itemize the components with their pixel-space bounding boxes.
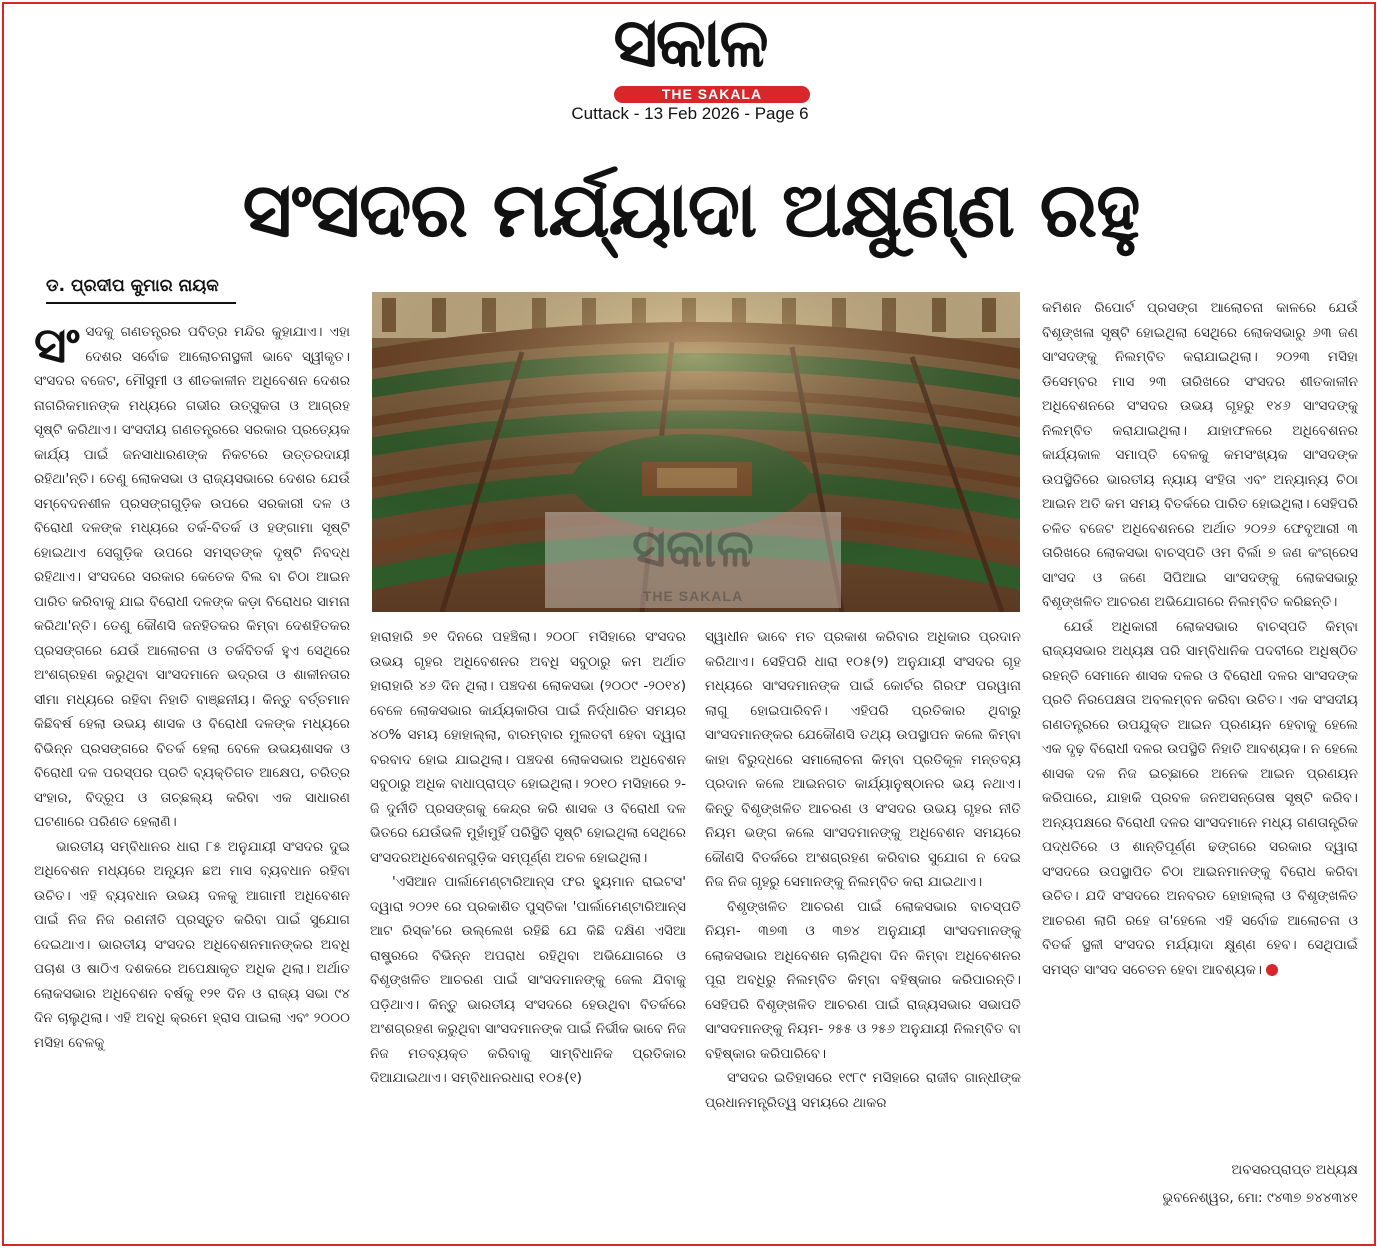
watermark-logo (545, 512, 841, 608)
paragraph: 'ଏସିଆନ ପାର୍ଲାମେଣ୍ଟାରିଆନ୍ସ ଫର ହ୍ୟୁମାନ ରାଇଟସ' ଦ୍ୱାରା ୨୦୨୧ ରେ ପ୍ରକାଶିତ ପୁସ୍ତିକା 'ପାର୍ଲାମେଣ୍ଟାରିଆନ୍ସ ଆଟ ରିସ୍କ'ରେ ଉଲ୍ଲେଖ ରହିଛି ଯେ କିଛି ଦକ୍ଷିଣ ଏସିଆ ରାଷ୍ଟ୍ରରେ ବିଭିନ୍ନ ଅପରାଧ ରହିଥିବା ଅଭିଯୋଗରେ ଓ ବିଶୃଙ୍ଖଳିତ ଆଚରଣ ପାଇଁ ସାଂସଦମାନଙ୍କୁ ଜେଲ ଯିବାକୁ ପଡ଼ିଥାଏ। କିନ୍ତୁ ଭାରତୀୟ ସଂସଦରେ ହେଉଥିବା ବିତର୍କରେ ଅଂଶଗ୍ରହଣ କରୁଥିବା ସାଂସଦମାନଙ୍କ ପାଇଁ ନିର୍ଭୀକ ଭାବେ ନିଜ ନିଜ ମତବ୍ୟକ୍ତ କରିବାକୁ ସାମ୍ବିଧାନିକ ପ୍ରତିକାର ଦିଆଯାଇଥାଏ। ସମ୍ବିଧାନରଧାରା ୧୦୫(୧) (370, 874, 686, 1086)
paragraph (34, 320, 350, 835)
dateline: Cuttack - 13 Feb 2026 - Page 6 (571, 104, 809, 123)
article-column-2 (370, 625, 686, 1240)
drop-cap: ସଂ (34, 320, 80, 374)
paragraph: ବିଶୃଙ୍ଖଳିତ ଆଚରଣ ପାଇଁ ଲୋକସଭାର ବାଚସ୍ପତି ନିୟମ- ୩୭୩ ଓ ୩୭୪ ଅନୁଯାୟୀ ସାଂସଦମାନଙ୍କୁ ଲୋକସଭାର ଅଧିବେଶନ ଚାଲିଥିବା ଦିନ କିମ୍ବା ଅଧିବେଶନର ପୂରା ଅବଧିରୁ ନିଲମ୍ବିତ କିମ୍ବା ବହିଷ୍କାର କରିପାରନ୍ତି। ସେହିପରି ବିଶୃଙ୍ଖଳିତ ଆଚରଣ ପାଇଁ ରାଜ୍ୟସଭାର ସଭାପତି ସାଂସଦମାନଙ୍କୁ ନିୟମ- ୨୫୫ ଓ ୨୫୬ ଅନୁଯାୟୀ ନିଲମ୍ବିତ ବା ବହିଷ୍କାର କରିପାରିବେ। (705, 898, 1021, 1062)
paragraph: ସଂସଦର ଇତିହାସରେ ୧୯୮୯ ମସିହାରେ ରାଜୀବ ଗାନ୍ଧୀଙ୍କ ପ୍ରଧାନମନ୍ତ୍ରିତ୍ୱ ସମୟରେ ଥାକର (705, 1070, 1021, 1111)
author-contact: ଭୁବନେଶ୍ୱର, ମୋ: ୯୪୩୭ ୭୪୪୩୪୧ (1162, 1190, 1358, 1206)
article-column-3 (705, 625, 1021, 1240)
author-designation: ଅବସରପ୍ରାପ୍ତ ଅଧ୍ୟକ୍ଷ (1231, 1162, 1358, 1178)
paragraph: ହାରାହାରି ୭୧ ଦିନରେ ପହଞ୍ଚିଲା। ୨୦୦୮ ମସିହାରେ ସଂସଦର ଉଭୟ ଗୃହର ଅଧିବେଶନର ଅବଧି ସବୁଠାରୁ କମ ଅର୍ଥାତ ହାରାହାରି ୪୬ ଦିନ ଥିଲା। ପଞ୍ଚଦଶ ଲୋକସଭା (୨୦୦୯ -୨୦୧୪) ବେଳେ ଲୋକସଭାର କାର୍ଯ୍ୟକାରିତା ପାଇଁ ନିର୍ଦ୍ଧାରିତ ସମୟର ୪୦% ସମୟ ହୋହାଲ୍ଲା, ବାରମ୍ବାର ମୁଲତବୀ ହେବା ଦ୍ୱାରା ବରବାଦ ହୋଇ ଯାଇଥିଲା। ପଞ୍ଚଦଶ ଲୋକସଭାର ଅଧିବେଶନ ସବୁଠାରୁ ଅଧିକ ବାଧାପ୍ରାପ୍ତ ହୋଇଥିଲା। ୨୦୧୦ ମସିହାରେ ୨-ଜି ଦୁର୍ନୀତି ପ୍ରସଙ୍ଗକୁ କେନ୍ଦ୍ର କରି ଶାସକ ଓ ବିରୋଧୀ ଦଳ ଭିତରେ ଯେଉଁଭଳି ମୁହାଁମୁହିଁ ପରିସ୍ଥିତି ସୃଷ୍ଟି ହୋଇଥିଲା ସେଥିରେ ସଂସଦରଅଧିବେଶନଗୁଡ଼ିକ ସମ୍ପୂର୍ଣ୍ଣ ଅଚଳ ହୋଇଥିଲା। (370, 629, 686, 866)
end-mark-icon (1266, 964, 1278, 976)
paragraph: ଭାରତୀୟ ସମ୍ବିଧାନର ଧାରା ୮୫ ଅନୁଯାୟୀ ସଂସଦର ଦୁଇ ଅଧିବେଶନ ମଧ୍ୟରେ ଅନ୍ୟୂନ ଛଅ ମାସ ବ୍ୟବଧାନ ରହିବା ଉଚିତ। ଏହି ବ୍ୟବଧାନ ଉଭୟ ଦଳକୁ ଆଗାମୀ ଅଧିବେଶନ ପାଇଁ ନିଜ ନିଜ ରଣନୀତି ପ୍ରସ୍ତୁତ କରିବା ପାଇଁ ସୁଯୋଗ ଦେଇଥାଏ। ଭାରତୀୟ ସଂସଦର ଅଧିବେଶନମାନଙ୍କର ଅବଧି ପଚାଶ ଓ ଷାଠିଏ ଦଶକରେ ଅପେକ୍ଷାକୃତ ଅଧିକ ଥିଲା। ଅର୍ଥାତ ଲୋକସଭାର ଅଧିବେଶନ ବର୍ଷକୁ ୧୨୧ ଦିନ ଓ ରାଜ୍ୟ ସଭା ୯୪ ଦିନ ଚାଲୁଥିଲା। ଏହି ଅବଧି କ୍ରମେ ହ୍ରାସ ପାଇଲା ଏବଂ ୨୦୦୦ ମସିହା ବେଳକୁ (34, 838, 350, 1051)
paragraph-text: ସଦକୁ ଗଣତନ୍ତ୍ରର ପବିତ୍ର ମନ୍ଦିର କୁହାଯାଏ। ଏହା ଦେଶର ସର୍ବୋଚ୍ଚ ଆଲୋଚନାସ୍ଥଳୀ ଭାବେ ସ୍ୱୀକୃତ। ସଂସଦର ବଜେଟ, ମୌସୁମୀ ଓ ଶୀତକାଳୀନ ଅଧିବେଶନ ଦେଶର ନାଗରିକମାନଙ୍କ ମଧ୍ୟରେ ଗଭୀର ଉତ୍ସୁକତା ଓ ଆଗ୍ରହ ସୃଷ୍ଟି କରିଥାଏ। ସଂସଦୀୟ ଗଣତନ୍ତ୍ରରେ ସରକାର ପ୍ରତ୍ୟେକ କାର୍ଯ୍ୟ ପାଇଁ ଜନସାଧାରଣଙ୍କ ନିକଟରେ ଉତ୍ତରଦାୟୀ ରହିଥା'ନ୍ତି। ତେଣୁ ଲୋକସଭା ଓ ରାଜ୍ୟସଭାରେ ଦେଶର ଯେଉଁ ସମ୍ବେଦନଶୀଳ ପ୍ରସଙ୍ଗଗୁଡ଼ିକ ଉପରେ ସରକାରୀ ଦଳ ଓ ବିରୋଧୀ ଦଳଙ୍କ ମଧ୍ୟରେ ତର୍କ-ବିତର୍କ ଓ ହଙ୍ଗାମା ସୃଷ୍ଟି ହୋଇଥାଏ ସେଗୁଡ଼ିକ ଉପରେ ସମସ୍ତଙ୍କ ଦୃଷ୍ଟି ନିବଦ୍ଧ ରହିଥାଏ। ସଂସଦରେ ସରକାର କେତେକ ବିଲ ବା ଚିଠା ଆଇନ ପାରିତ କରିବାକୁ ଯାଇ ବିରୋଧୀ ଦଳଙ୍କ କଡ଼ା ବିରୋଧର ସାମନା କରିଥା'ନ୍ତି। ତେଣୁ କୌଣସି ଜନହିତକର କିମ୍ବା ଦେଶହିତକର ପ୍ରସଙ୍ଗରେ ଯେଉଁ ଆଲୋଚନା ଓ ତର୍କବିତର୍କ ହୁଏ ସେଥିରେ ଅଂଶଗ୍ରହଣ କରୁଥିବା ସାଂସଦମାନେ ଭଦ୍ରତା ଓ ଶାଳୀନତାର ସୀମା ମଧ୍ୟରେ ରହିବା ନିହାତି ବାଞ୍ଛନୀୟ। କିନ୍ତୁ ବର୍ତ୍ତମାନ କିଛିବର୍ଷ ହେଲା ଉଭୟ ଶାସକ ଓ ବିରୋଧୀ ଦଳଙ୍କ ମଧ୍ୟରେ ବିଭିନ୍ନ ପ୍ରସଙ୍ଗରେ ବିତର୍କ ହେଲା ବେଳେ ଉଭୟଶାସକ ଓ ବିରୋଧୀ ଦଳ ପରସ୍ପର ପ୍ରତି ବ୍ୟକ୍ତିଗତ ଆକ୍ଷେପ, ଚରିତ୍ର ସଂହାର, ବିଦ୍ରୂପ ଓ ତାଚ୍ଛଲ୍ୟ କରିବା ଏକ ସାଧାରଣ ଘଟଣାରେ ପରିଣତ ହେଲାଣି। (34, 324, 350, 830)
logo-wordmark: ସକାଳ (613, 4, 767, 83)
watermark-wordmark: ସକାଳ (632, 519, 754, 579)
byline: ଡ. ପ୍ରଦୀପ କୁମାର ନାୟକ (46, 276, 236, 304)
logo-band: THE SAKALA (614, 86, 810, 103)
article-headline: ସଂସଦର ମର୍ଯ୍ୟାଦା ଅକ୍ଷୁଣ୍ଣ ରହୁ (242, 165, 1140, 254)
article-column-1 (34, 320, 350, 1240)
paragraph-text: ଯେଉଁ ଅଧିକାରୀ ଲୋକସଭାର ବାଚସ୍ପତି କିମ୍ବା ରାଜ୍ୟସଭାର ଅଧ୍ୟକ୍ଷ ପରି ସାମ୍ବିଧାନିକ ପଦବୀରେ ଅଧିଷ୍ଠିତ ରହନ୍ତି ସେମାନେ ଶାସକ ଦଳର ଓ ବିରୋଧୀ ଦଳର ସାଂସଦଙ୍କ ପ୍ରତି ନିରପେକ୍ଷତା ଅବଲମ୍ବନ କରିବା ଉଚିତ। ଏକ ସଂସଦୀୟ ଗଣତନ୍ତ୍ରରେ ଉପଯୁକ୍ତ ଆଇନ ପ୍ରଣୟନ ହେବାକୁ ହେଲେ ଏକ ଦୃଢ଼ ବିରୋଧୀ ଦଳର ଉପସ୍ଥିତି ନିହାତି ଆବଶ୍ୟକ। ନ ହେଲେ ଶାସକ ଦଳ ନିଜ ଇଚ୍ଛାରେ ଅନେକ ଆଇନ ପ୍ରଣୟନ କରିପାରେ, ଯାହାକି ପ୍ରବଳ ଜନଅସନ୍ତୋଷ ସୃଷ୍ଟି କରିବ। ଅନ୍ୟପକ୍ଷରେ ବିରୋଧୀ ଦଳର ସାଂସଦମାନେ ମଧ୍ୟ ଗଣତାନ୍ତ୍ରିକ ପଦ୍ଧତିରେ ଓ ଶାନ୍ତିପୂର୍ଣ୍ଣ ଢଙ୍ଗରେ ସରକାର ଦ୍ୱାରା ସଂସଦରେ ଉପସ୍ଥାପିତ ଚିଠା ଆଇନମାନଙ୍କୁ ବିରୋଧ କରିବା ଉଚିତ। ଯଦି ସଂସଦରେ ଅନବରତ ହୋହାଲ୍ଲା ଓ ବିଶୃଙ୍ଖଳିତ ଆଚରଣ ଲାଗି ରହେ ତା'ହେଲେ ଏହି ସର୍ବୋଚ୍ଚ ଆଲୋଚନା ଓ ବିତର୍କ ସ୍ଥଳୀ ସଂସଦର ମର୍ଯ୍ୟାଦା କ୍ଷୁଣ୍ଣ ହେବ। ସେଥିପାଇଁ ସମସ୍ତ ସାଂସଦ ସଚେତନ ହେବା ଆବଶ୍ୟକ। (1042, 618, 1358, 978)
paragraph (1042, 615, 1358, 983)
watermark-band: THE SAKALA (642, 588, 744, 604)
paragraph: କମିଶନ ରିପୋର୍ଟ ପ୍ରସଙ୍ଗ ଆଲୋଚନା କାଳରେ ଯେଉଁ ବିଶୃଙ୍ଖଳା ସୃଷ୍ଟି ହୋଇଥିଲା ସେଥିରେ ଲୋକସଭାରୁ ୬୩ ଜଣ ସାଂସଦଙ୍କୁ ନିଲମ୍ବିତ କରାଯାଇଥିଲା। ୨୦୨୩ ମସିହା ଡିସେମ୍ବର ମାସ ୨୩ ତାରିଖରେ ସଂସଦର ଶୀତକାଳୀନ ଅଧିବେଶନରେ ସଂସଦର ଉଭୟ ଗୃହରୁ ୧୪୬ ସାଂସଦଙ୍କୁ ନିଲମ୍ବିତ କରାଯାଇଥିଲା। ଯାହାଫଳରେ ଅଧିବେଶନର କାର୍ଯ୍ୟକାଳ ସମାପ୍ତି ବେଳକୁ କମସଂଖ୍ୟକ ସାଂସଦଙ୍କ ଉପସ୍ଥିତିରେ ଭାରତୀୟ ନ୍ୟାୟ ସଂହିତା ଏବଂ ଅନ୍ୟାନ୍ୟ ଚିଠା ଆଇନ ଅତି କମ ସମୟ ବିତର୍କରେ ପାରିତ ହୋଇଥିଲା। ସେହିପରି ଚଳିତ ବଜେଟ ଅଧିବେଶନରେ ଅର୍ଥାତ ୨୦୨୬ ଫେବୃଆରୀ ୩ ତାରିଖରେ ଲୋକସଭା ବାଚସ୍ପତି ଓମ ବିର୍ଲା ୭ ଜଣ କଂଗ୍ରେସ ସାଂସଦ ଓ ଜଣେ ସିପିଆଇ ସାଂସଦଙ୍କୁ ଲୋକସଭାରୁ ବିଶୃଙ୍ଖଳିତ ଆଚରଣ ଅଭିଯୋଗରେ ନିଲମ୍ବିତ କରିଛନ୍ତି। (1042, 300, 1358, 610)
sakala-logo (540, 4, 840, 102)
paragraph: ସ୍ୱାଧୀନ ଭାବେ ମତ ପ୍ରକାଶ କରିବାର ଅଧିକାର ପ୍ରଦାନ କରିଥାଏ। ସେହିପରି ଧାରା ୧୦୫(୨) ଅନୁଯାୟୀ ସଂସଦର ଗୃହ ମଧ୍ୟରେ ସାଂସଦମାନଙ୍କ ପାଇଁ କୋର୍ଟର ଗିରଫ ପରୱାନା ଲାଗୁ ହୋଇପାରିବନି। ଏହିପରି ପ୍ରତିକାର ଥିବାରୁ ସାଂସଦମାନଙ୍କର ଯେକୌଣସି ତଥ୍ୟ ଉପସ୍ଥାପନ କଲେ କିମ୍ବା କାହା ବିରୁଦ୍ଧରେ ସମାଲୋଚନା କିମ୍ବା ପ୍ରତିକୂଳ ମନ୍ତବ୍ୟ ପ୍ରଦାନ କଲେ ଆଇନଗତ କାର୍ଯ୍ୟାନୁଷ୍ଠାନର ଭୟ ନଥାଏ। କିନ୍ତୁ ବିଶୃଙ୍ଖଳିତ ଆଚରଣ ଓ ସଂସଦର ଉଭୟ ଗୃହର ନୀତି ନିୟମ ଭଙ୍ଗ କଲେ ସାଂସଦମାନଙ୍କୁ ଅଧିବେଶନ ସମୟରେ କୌଣସି ବିତର୍କରେ ଅଂଶଗ୍ରହଣ କରିବାର ସୁଯୋଗ ନ ଦେଇ ନିଜ ନିଜ ଗୃହରୁ ସେମାନଙ୍କୁ ନିଲମ୍ବିତ କରା ଯାଇଥାଏ। (705, 629, 1021, 890)
article-column-4 (1042, 296, 1358, 1156)
